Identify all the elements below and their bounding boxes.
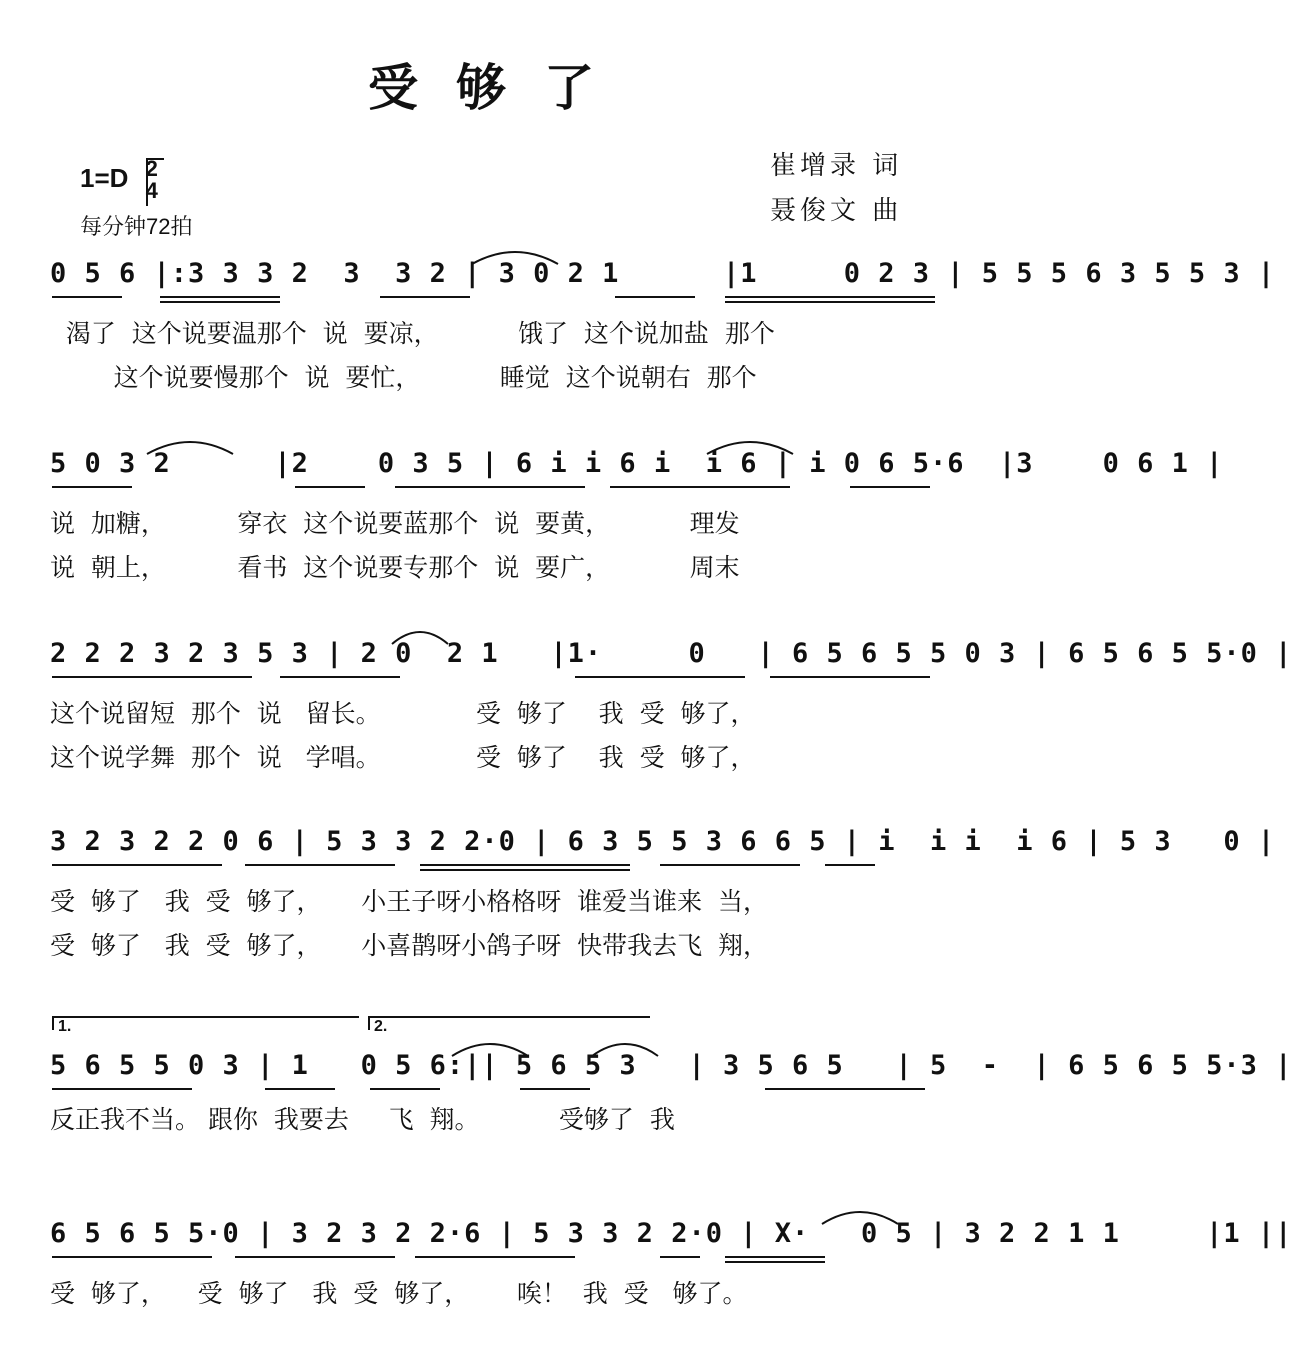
- lyricist-credit: 崔增录 词: [770, 151, 903, 181]
- second-ending-label: 2.: [374, 1018, 388, 1035]
- tie-slur: [470, 246, 560, 268]
- key-signature: [80, 158, 158, 202]
- notation-line: 5 0 3 2 |2 0 3 5 | 6 i i 6 i i 6 | i 0 6 5·6 |3 0 6 1 |: [50, 448, 1224, 479]
- lyrics-verse-1: 这个说留短 那个 说 留长。 受 够了 我 受 够了，: [50, 699, 756, 728]
- notation-line: 3 2 3 2 2 0 6 | 5 3 3 2 2·0 | 6 3 5 5 3 6 6 5 | i i i i 6 | 5 3 0 |: [50, 826, 1276, 857]
- notation-line: 5 6 5 5 0 3 | 1 0 5 6:|| 5 6 5 3 | 3 5 6 5 | 5 - | 6 5 6 5 5·3 |: [50, 1050, 1292, 1081]
- lyrics-verse-1: 受 够了， 受 够了 我 受 够了， 唉！ 我 受 够了。: [50, 1279, 748, 1308]
- tie-slur: [705, 436, 795, 458]
- tempo-marking: 每分钟72拍: [80, 214, 193, 239]
- lyrics-verse-1: 受 够了 我 受 够了， 小王子呀小格格呀 谁爱当谁来 当，: [50, 887, 769, 916]
- tie-slur: [820, 1206, 900, 1228]
- second-ending-bracket: [368, 1016, 650, 1030]
- lyrics-verse-2: 这个说要慢那个 说 要忙， 睡觉 这个说朝右 那个: [50, 363, 757, 392]
- time-signature-top: 2: [145, 156, 158, 181]
- tie-slur: [590, 1038, 660, 1060]
- lyrics-verse-1: 渴了 这个说要温那个 说 要凉， 饿了 这个说加盐 那个: [50, 319, 775, 348]
- tie-slur: [390, 626, 450, 648]
- notation-line: 2 2 2 3 2 3 5 3 | 2 0 2 1 |1· 0 | 6 5 6 5 5 0 3 | 6 5 6 5 5·0 |: [50, 638, 1292, 669]
- notation-line: 0 5 6 |:3 3 3 2 3 3 2 | 3 0 2 1 |1 0 2 3 | 5 5 5 6 3 5 5 3 |: [50, 258, 1276, 289]
- lyrics-verse-2: 这个说学舞 那个 说 学唱。 受 够了 我 受 够了，: [50, 743, 756, 772]
- key-label: 1=D: [80, 162, 129, 193]
- notation-line: 6 5 6 5 5·0 | 3 2 3 2 2·6 | 5 3 3 2 2·0 | X· 0 5 | 3 2 2 1 1 |1 ||: [50, 1218, 1292, 1249]
- tie-slur: [450, 1038, 530, 1060]
- composer-credit: 聂俊文 曲: [770, 196, 903, 226]
- song-title: 受够了: [368, 58, 632, 117]
- lyrics-verse-1: 反正我不当。 跟你 我要去 飞 翔。 受够了 我: [50, 1105, 675, 1134]
- lyrics-verse-1: 说 加糖， 穿衣 这个说要蓝那个 说 要黄， 理发: [50, 509, 740, 538]
- first-ending-bracket: [52, 1016, 359, 1030]
- first-ending-label: 1.: [58, 1018, 72, 1035]
- time-signature: [146, 158, 158, 202]
- time-signature-bottom: 4: [145, 178, 158, 203]
- lyrics-verse-2: 受 够了 我 受 够了， 小喜鹊呀小鸽子呀 快带我去飞 翔，: [50, 931, 769, 960]
- tie-slur: [145, 436, 235, 458]
- lyrics-verse-2: 说 朝上， 看书 这个说要专那个 说 要广， 周末: [50, 553, 740, 582]
